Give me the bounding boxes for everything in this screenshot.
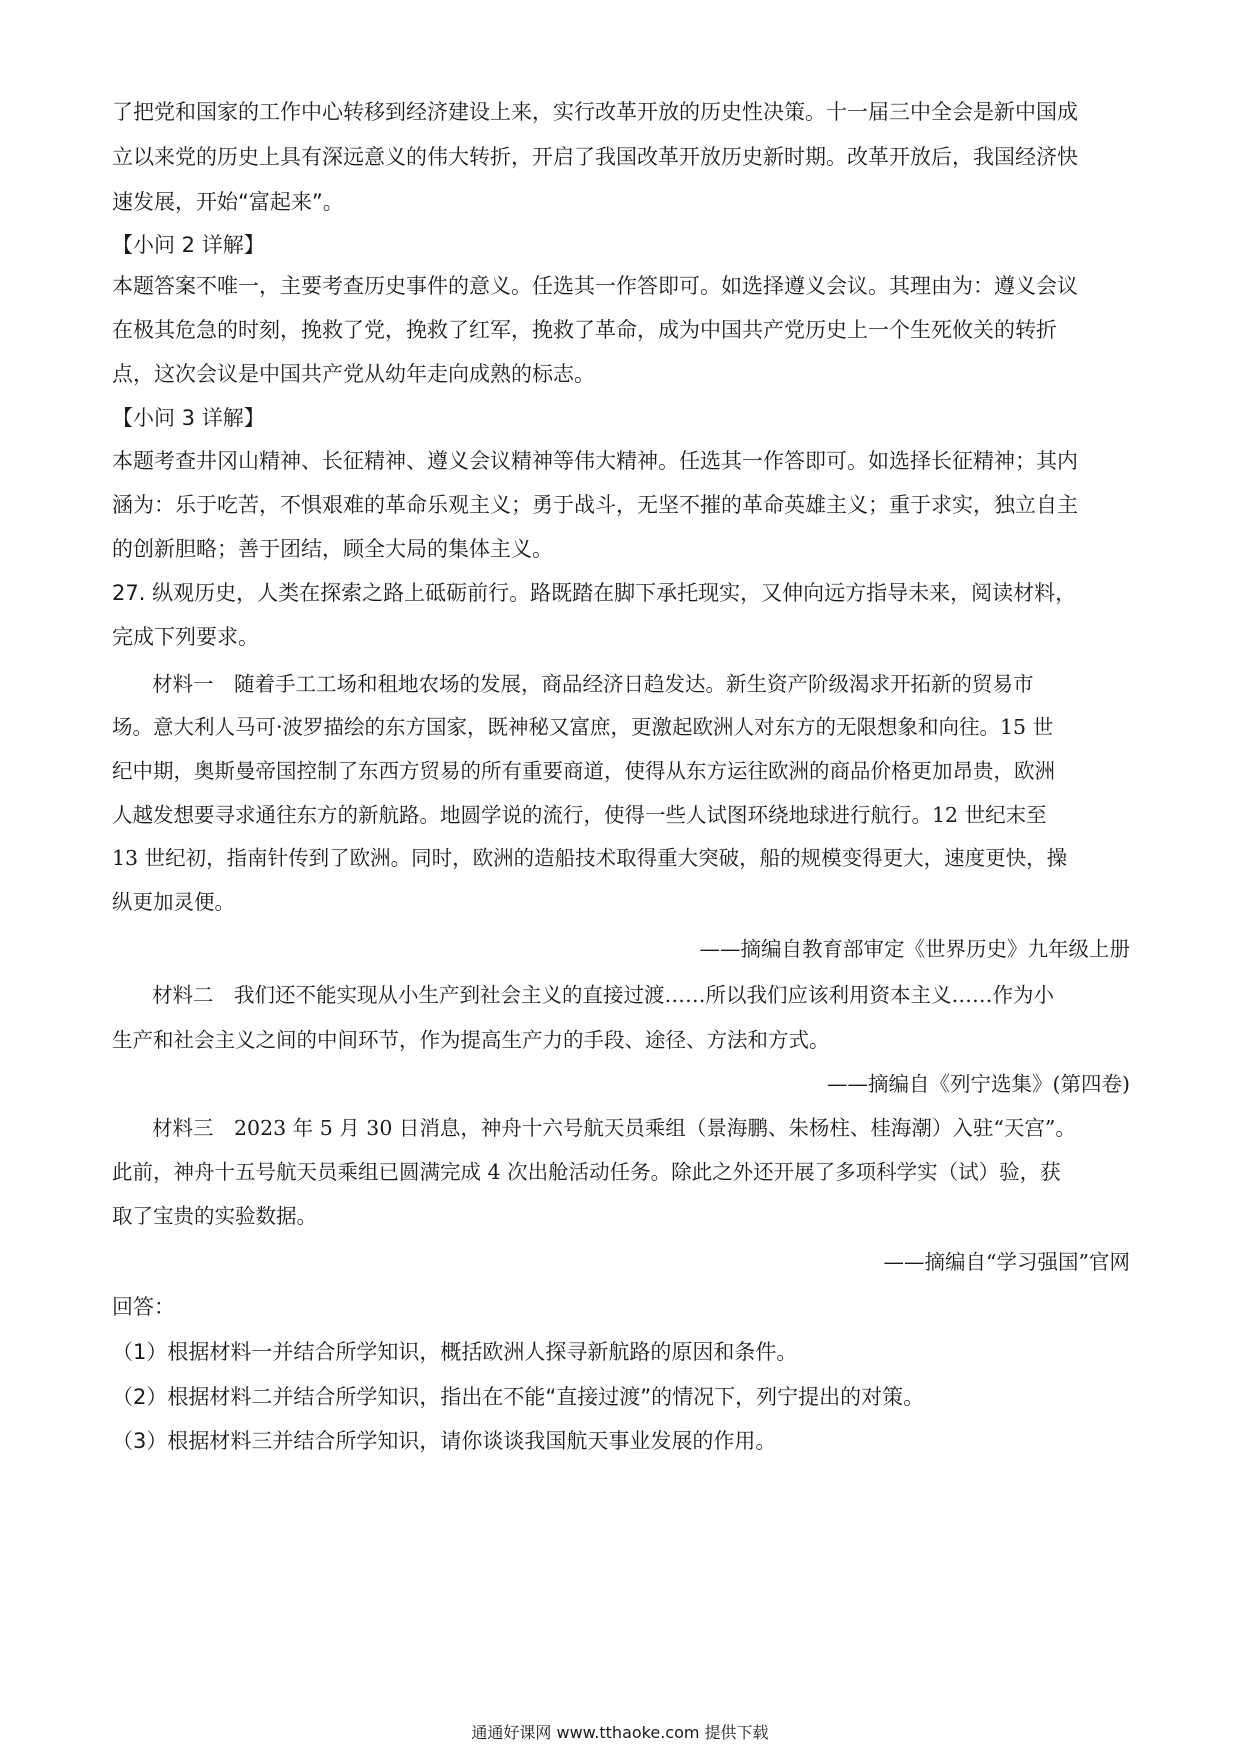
material3-line: 取了宝贵的实验数据。 — [112, 1204, 317, 1228]
material1-line: 纵更加灵便。 — [112, 890, 235, 914]
question-item: （2）根据材料二并结合所学知识，指出在不能“直接过渡”的情况下，列宁提出的对策。 — [112, 1385, 925, 1409]
q3-text-line: 本题考查井冈山精神、长征精神、遵义会议精神等伟大精神。任选其一作答即可。如选择长征精神；其内 — [112, 449, 1078, 473]
question-item: （1）根据材料一并结合所学知识，概括欧洲人探寻新航路的原因和条件。 — [112, 1340, 798, 1364]
material1-line: 纪中期，奥斯曼帝国控制了东西方贸易的所有重要商道，使得从东方运往欧洲的商品价格更加昂贵，欧洲 — [112, 759, 1055, 783]
question-item: （3）根据材料三并结合所学知识，请你谈谈我国航天事业发展的作用。 — [112, 1429, 777, 1453]
material3-line: 此前，神舟十五号航天员乘组已圆满完成 4 次出舱活动任务。除此之外还开展了多项科学实（试）验，获 — [112, 1160, 1061, 1184]
q2-text-line: 在极其危急的时刻，挽救了党，挽救了红军，挽救了革命，成为中国共产党历史上一个生死攸关的转折 — [112, 318, 1057, 342]
answer-text-line: 立以来党的历史上具有深远意义的伟大转折，开启了我国改革开放历史新时期。改革开放后，我国经济快 — [112, 145, 1078, 169]
material3-line: 材料三 2023 年 5 月 30 日消息，神舟十六号航天员乘组（景海鹏、朱杨柱、桂海潮）入驻“天宫”。 — [152, 1116, 1076, 1140]
material2-source: ——摘编自《列宁选集》(第四卷) — [827, 1072, 1130, 1096]
material1-source: ——摘编自教育部审定《世界历史》九年级上册 — [699, 937, 1130, 961]
answer-label: 回答： — [112, 1295, 175, 1319]
q2-heading: 【小问 2 详解】 — [112, 233, 265, 257]
q3-text-line: 的创新胆略；善于团结，顾全大局的集体主义。 — [112, 537, 553, 561]
q2-text-line: 点，这次会议是中国共产党从幼年走向成熟的标志。 — [112, 362, 595, 386]
q3-text-line: 涵为：乐于吃苦，不惧艰难的革命乐观主义；勇于战斗，无坚不摧的革命英雄主义；重于求实，独立自主 — [112, 493, 1078, 517]
material2-line: 材料二 我们还不能实现从小生产到社会主义的直接过渡……所以我们应该利用资本主义……作为小 — [152, 983, 1054, 1007]
material3-source: ——摘编自“学习强国”官网 — [883, 1250, 1130, 1274]
material1-line: 人越发想要寻求通往东方的新航路。地圆学说的流行，使得一些人试图环绕地球进行航行。12 世纪末至 — [112, 803, 1047, 827]
q2-text-line: 本题答案不唯一，主要考查历史事件的意义。任选其一作答即可。如选择遵义会议。其理由为：遵义会议 — [112, 274, 1078, 298]
answer-text-line: 了把党和国家的工作中心转移到经济建设上来，实行改革开放的历史性决策。十一届三中全会是新中国成 — [112, 100, 1078, 124]
answer-text-line: 速发展，开始“富起来”。 — [112, 190, 344, 214]
q27-prompt-line: 完成下列要求。 — [112, 625, 259, 649]
material1-line: 场。意大利人马可·波罗描绘的东方国家，既神秘又富庶，更激起欧洲人对东方的无限想象和向往。15 世 — [112, 715, 1054, 739]
material1-line: 材料一 随着手工工场和租地农场的发展，商品经济日趋发达。新生资产阶级渴求开拓新的贸易市 — [152, 672, 1034, 696]
material1-line: 13 世纪初，指南针传到了欧洲。同时，欧洲的造船技术取得重大突破，船的规模变得更大，速度更快，操 — [112, 846, 1068, 870]
page-footer: 通通好课网 www.tthaoke.com 提供下载 — [471, 1723, 769, 1742]
q27-prompt-line: 27. 纵观历史，人类在探索之路上砥砺前行。路既踏在脚下承托现实，又伸向远方指导未来，阅读材料， — [112, 581, 1077, 605]
material2-line: 生产和社会主义之间的中间环节，作为提高生产力的手段、途径、方法和方式。 — [112, 1028, 830, 1052]
q3-heading: 【小问 3 详解】 — [112, 406, 265, 430]
